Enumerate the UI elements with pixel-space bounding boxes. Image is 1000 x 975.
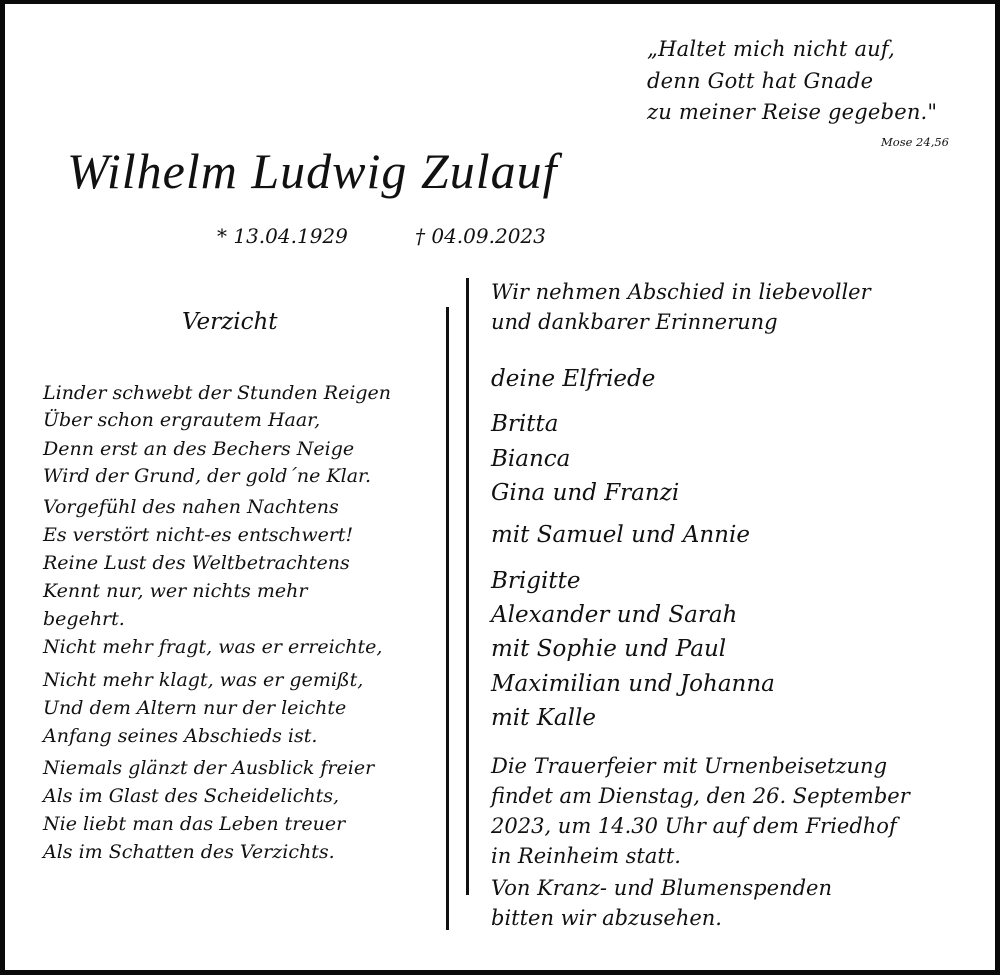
mourner-name: mit Samuel und Annie — [491, 522, 750, 548]
mourner-name: mit Kalle — [491, 705, 596, 731]
funeral-notice-line: Von Kranz- und Blumenspenden — [491, 876, 832, 900]
poem-line: Reine Lust des Weltbetrachtens — [43, 552, 350, 574]
poem-line: Nie liebt man das Leben treuer — [43, 813, 346, 835]
mourner-name: Britta — [491, 411, 559, 437]
poem-line: Nicht mehr fragt, was er erreichte, — [43, 636, 383, 658]
poem-line: begehrt. — [43, 608, 125, 630]
mourner-name: mit Sophie und Paul — [491, 636, 727, 662]
divider-line-right — [466, 278, 469, 895]
mourner-name: Brigitte — [491, 568, 581, 594]
bible-quote — [647, 34, 937, 129]
funeral-notice-line: 2023, um 14.30 Uhr auf dem Friedhof — [491, 814, 897, 838]
poem-line: Und dem Altern nur der leichte — [43, 697, 347, 719]
poem-line: Nicht mehr klagt, was er gemißt, — [43, 669, 364, 691]
poem-title: Verzicht — [182, 309, 278, 335]
birth-date: * 13.04.1929 — [217, 224, 348, 248]
mourner-name: deine Elfriede — [491, 366, 656, 392]
quote-line: denn Gott hat Gnade — [647, 68, 874, 93]
mourner-name: Alexander und Sarah — [491, 602, 738, 628]
poem-line: Als im Schatten des Verzichts. — [43, 841, 335, 863]
poem-line: Wird der Grund, der gold´ne Klar. — [43, 465, 372, 487]
poem-line: Kennt nur, wer nichts mehr — [43, 580, 308, 602]
funeral-notice-line: Die Trauerfeier mit Urnenbeisetzung — [491, 754, 888, 778]
poem-line: Anfang seines Abschieds ist. — [43, 725, 318, 747]
mourner-name: Maximilian und Johanna — [491, 671, 775, 697]
poem-line: Niemals glänzt der Ausblick freier — [43, 757, 375, 779]
poem-line: Linder schwebt der Stunden Reigen — [43, 382, 392, 404]
poem-line: Vorgefühl des nahen Nachtens — [43, 496, 339, 518]
poem-line: Denn erst an des Bechers Neige — [43, 438, 355, 460]
mourner-name: Bianca — [491, 446, 571, 472]
funeral-notice-line: in Reinheim statt. — [491, 844, 681, 868]
poem-line: Es verstört nicht-es entschwert! — [43, 524, 354, 546]
deceased-name: Wilhelm Ludwig Zulauf — [67, 143, 558, 199]
funeral-notice-line: findet am Dienstag, den 26. September — [491, 784, 910, 808]
divider-line-left — [446, 307, 449, 930]
quote-source: Mose 24,56 — [881, 135, 949, 149]
mourner-name: Gina und Franzi — [491, 480, 680, 506]
poem-line: Über schon ergrautem Haar, — [43, 409, 321, 431]
quote-line: „Haltet mich nicht auf, — [647, 37, 895, 61]
poem-line: Als im Glast des Scheidelichts, — [43, 785, 340, 807]
death-date: † 04.09.2023 — [415, 224, 546, 248]
intro-line: und dankbarer Erinnerung — [491, 310, 778, 334]
quote-line: zu meiner Reise gegeben." — [647, 100, 938, 124]
funeral-notice-line: bitten wir abzusehen. — [491, 906, 722, 930]
intro-line: Wir nehmen Abschied in liebevoller — [491, 280, 871, 304]
